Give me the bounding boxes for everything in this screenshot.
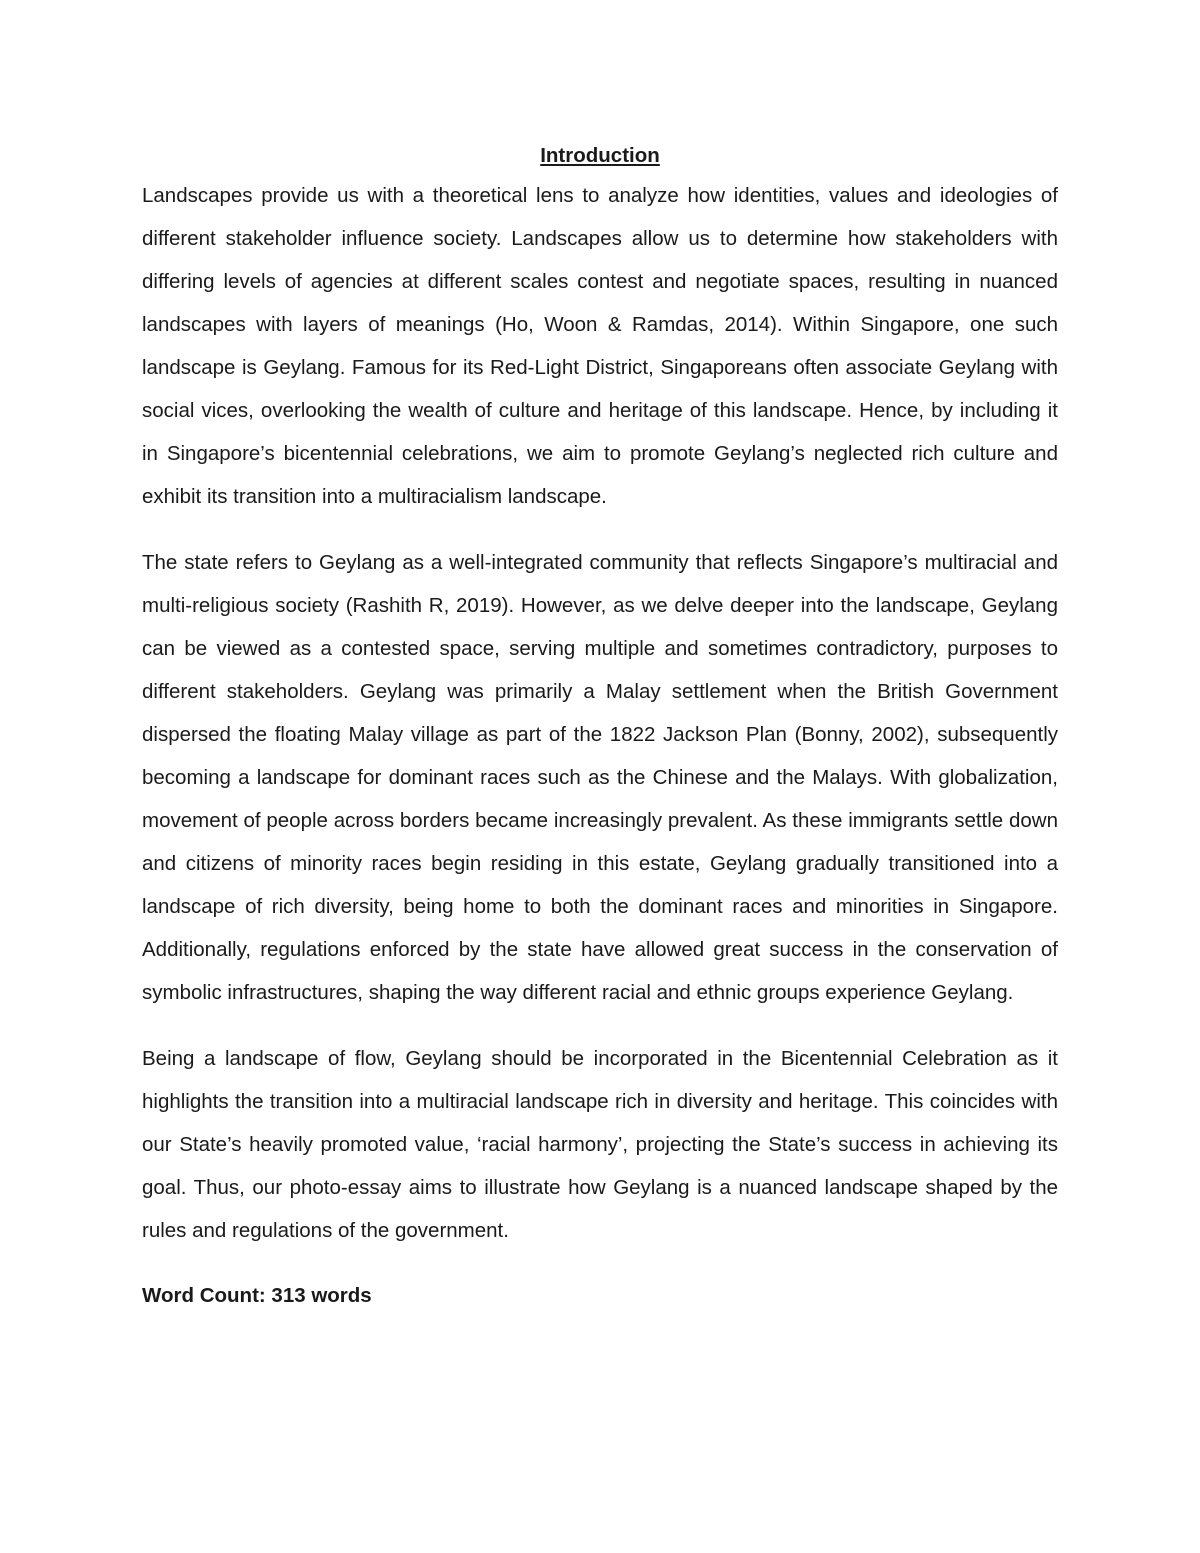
paragraph-3: Being a landscape of flow, Geylang should be incorporated in the Bicentennial Celebration as it highlights the transition into a multiracial landscape rich in diversity and heritage. This coincides with our State’s heavily promoted value, ‘racial harmony’, projecting the State’s success in achieving its goal. Thus, our photo-essay aims to illustrate how Geylang is a nuanced landscape shaped by the rules and regulations of the government. xyxy=(142,1047,1058,1242)
word-count: Word Count: 313 words xyxy=(142,1284,372,1307)
paragraph-2: The state refers to Geylang as a well-integrated community that reflects Singapore’s multiracial and multi-religious society (Rashith R, 2019). However, as we delve deeper into the landscape, Geylang can be viewed as a contested space, serving multiple and sometimes contradictory, purposes to different stakeholders. Geylang was primarily a Malay settlement when the British Government dispersed the floating Malay village as part of the 1822 Jackson Plan (Bonny, 2002), subsequently becoming a landscape for dominant races such as the Chinese and the Malays. With globalization, movement of people across borders became increasingly prevalent. As these immigrants settle down and citizens of minority races begin residing in this estate, Geylang gradually transitioned into a landscape of rich diversity, being home to both the dominant races and minorities in Singapore. Additionally, regulations enforced by the state have allowed great success in the conservation of symbolic infrastructures, shaping the way different racial and ethnic groups experience Geylang. xyxy=(142,551,1058,1004)
page-title: Introduction xyxy=(540,144,660,167)
document-body xyxy=(142,140,1058,1317)
paragraph-1: Landscapes provide us with a theoretical lens to analyze how identities, values and ideologies of different stakeholder influence society. Landscapes allow us to determine how stakeholders with differing levels of agencies at different scales contest and negotiate spaces, resulting in nuanced landscapes with layers of meanings (Ho, Woon & Ramdas, 2014). Within Singapore, one such landscape is Geylang. Famous for its Red-Light District, Singaporeans often associate Geylang with social vices, overlooking the wealth of culture and heritage of this landscape. Hence, by including it in Singapore’s bicentennial celebrations, we aim to promote Geylang’s neglected rich culture and exhibit its transition into a multiracialism landscape. xyxy=(142,184,1058,508)
